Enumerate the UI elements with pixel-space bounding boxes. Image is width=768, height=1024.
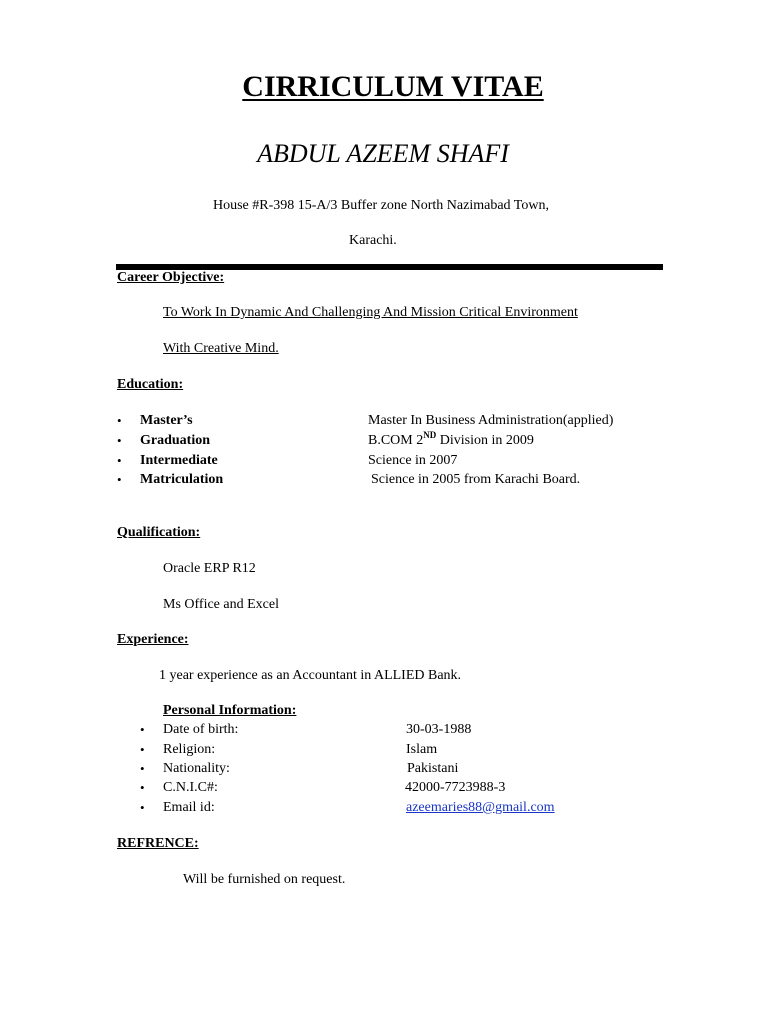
bullet-icon: • — [140, 742, 145, 757]
personal-value-dob: 30-03-1988 — [406, 722, 472, 737]
personal-label-dob: Date of birth: — [163, 722, 239, 737]
education-heading: Education: — [117, 377, 184, 392]
bullet-icon: • — [117, 453, 122, 468]
bullet-icon: • — [140, 780, 145, 795]
career-objective-heading: Career Objective: — [117, 270, 225, 285]
personal-label-email: Email id: — [163, 800, 215, 815]
personal-value-cnic: 42000-7723988-3 — [405, 780, 506, 795]
bullet-icon: • — [140, 761, 145, 776]
bullet-icon: • — [117, 433, 122, 448]
bullet-icon: • — [140, 722, 145, 737]
education-value-masters: Master In Business Administration(applied) — [368, 413, 614, 428]
bullet-icon: • — [117, 413, 122, 428]
person-name: ABDUL AZEEM SHAFI — [257, 139, 509, 168]
email-link[interactable]: azeemaries88@gmail.com — [406, 800, 555, 815]
education-value-graduation — [368, 430, 534, 448]
qualification-heading: Qualification: — [117, 525, 201, 540]
bullet-icon: • — [117, 472, 122, 487]
education-label-masters: Master’s — [140, 413, 193, 428]
personal-label-religion: Religion: — [163, 742, 216, 757]
qualification-item: Ms Office and Excel — [163, 597, 279, 612]
personal-value-nationality: Pakistani — [407, 761, 459, 776]
personal-information-heading: Personal Information: — [163, 703, 297, 718]
qualification-item: Oracle ERP R12 — [163, 561, 256, 576]
graduation-value-suffix: Division in 2009 — [436, 433, 534, 448]
experience-text: 1 year experience as an Accountant in ALLIED Bank. — [159, 668, 462, 683]
education-label-graduation: Graduation — [140, 433, 211, 448]
address-line-2: Karachi. — [349, 233, 397, 248]
education-value-matriculation: Science in 2005 from Karachi Board. — [371, 472, 581, 487]
personal-label-nationality: Nationality: — [163, 761, 230, 776]
graduation-value-prefix: B.COM 2 — [368, 433, 424, 448]
reference-text: Will be furnished on request. — [183, 872, 346, 887]
experience-heading: Experience: — [117, 632, 189, 647]
career-objective-line-1: To Work In Dynamic And Challenging And Mission Critical Environment — [163, 305, 578, 320]
education-value-intermediate: Science in 2007 — [368, 453, 458, 468]
personal-label-cnic: C.N.I.C#: — [163, 780, 218, 795]
address-line-1: House #R-398 15-A/3 Buffer zone North Nazimabad Town, — [213, 198, 549, 213]
education-label-matriculation: Matriculation — [140, 472, 224, 487]
personal-value-religion: Islam — [406, 742, 438, 757]
document-title: CIRRICULUM VITAE — [242, 70, 544, 103]
reference-heading: REFRENCE: — [117, 836, 199, 851]
bullet-icon: • — [140, 800, 145, 815]
graduation-value-superscript: ND — [423, 430, 437, 440]
career-objective-line-2: With Creative Mind. — [163, 341, 279, 356]
education-label-intermediate: Intermediate — [140, 453, 218, 468]
